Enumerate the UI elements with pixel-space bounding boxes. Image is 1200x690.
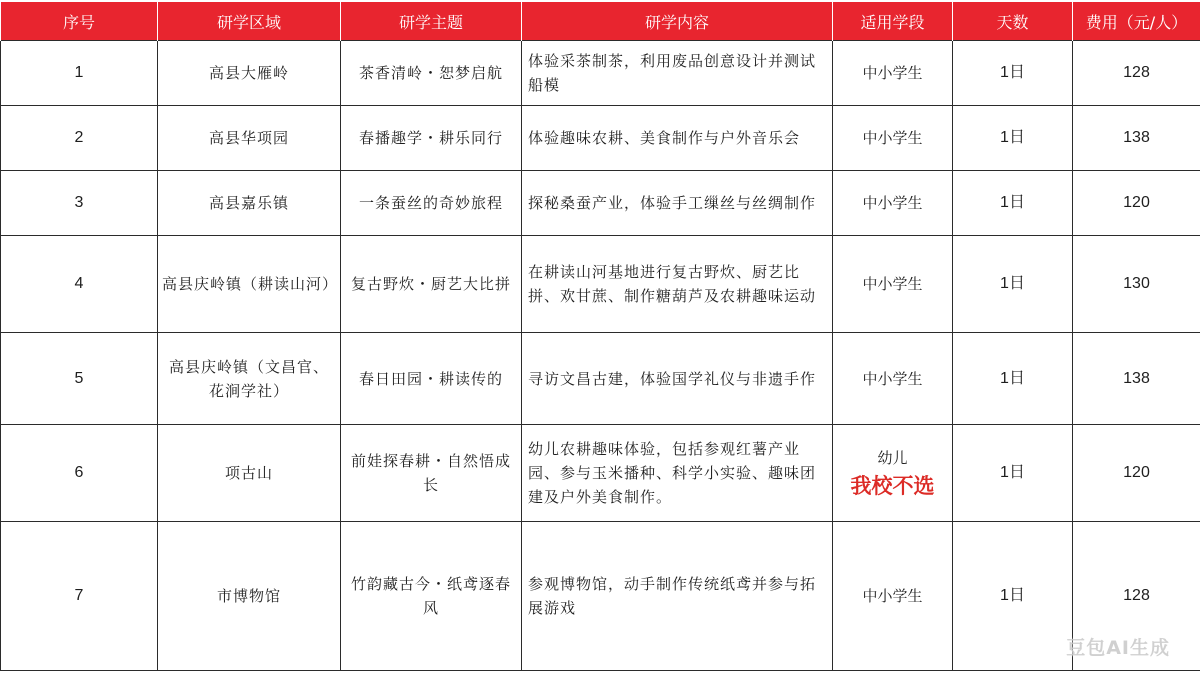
- table-row: [1, 171, 1200, 236]
- cell-content: 幼儿农耕趣味体验，包括参观红薯产业园、参与玉米播种、科学小实验、趣味团建及户外美食制作。: [522, 425, 833, 522]
- header-stage: 适用学段: [833, 2, 953, 41]
- cell-theme: 一条蚕丝的奇妙旅程: [341, 171, 522, 236]
- cell-stage: [833, 236, 953, 333]
- cell-no: 2: [1, 106, 158, 171]
- cell-fee: 120: [1073, 425, 1200, 522]
- cell-no: 1: [1, 41, 158, 106]
- cell-no: 6: [1, 425, 158, 522]
- stage-label: 中小学生: [862, 275, 923, 293]
- cell-fee: 120: [1073, 171, 1200, 236]
- cell-area: 高县嘉乐镇: [158, 171, 341, 236]
- cell-days: 1日: [953, 522, 1073, 671]
- cell-days: 1日: [953, 425, 1073, 522]
- cell-no: 5: [1, 333, 158, 425]
- cell-area: 市博物馆: [158, 522, 341, 671]
- header-days: 天数: [953, 2, 1073, 41]
- header-content: 研学内容: [522, 2, 833, 41]
- ai-watermark: 豆包AI生成: [1066, 637, 1170, 659]
- cell-stage: [833, 171, 953, 236]
- header-fee: 费用（元/人）: [1073, 2, 1200, 41]
- cell-theme: 春播趣学・耕乐同行: [341, 106, 522, 171]
- header-no: 序号: [1, 2, 158, 41]
- cell-area: 高县庆岭镇（文昌官、花涧学社）: [158, 333, 341, 425]
- stage-label: 幼儿: [877, 449, 908, 467]
- cell-content: 体验趣味农耕、美食制作与户外音乐会: [522, 106, 833, 171]
- table-row: [1, 425, 1200, 522]
- cell-theme: 茶香清岭・恕梦启航: [341, 41, 522, 106]
- table-row: [1, 41, 1200, 106]
- cell-content: 探秘桑蚕产业，体验手工缫丝与丝绸制作: [522, 171, 833, 236]
- table-row: [1, 522, 1200, 671]
- cell-stage: [833, 425, 953, 522]
- header-row: [1, 2, 1200, 41]
- cell-fee: 130: [1073, 236, 1200, 333]
- cell-days: 1日: [953, 106, 1073, 171]
- cell-area: 高县大雁岭: [158, 41, 341, 106]
- table-body: [1, 41, 1200, 671]
- cell-no: 4: [1, 236, 158, 333]
- cell-theme: 复古野炊・厨艺大比拼: [341, 236, 522, 333]
- table-header: [1, 2, 1200, 41]
- cell-content: 在耕读山河基地进行复古野炊、厨艺比拼、欢甘蔗、制作糖葫芦及农耕趣味运动: [522, 236, 833, 333]
- table-row: [1, 333, 1200, 425]
- cell-fee: 128: [1073, 522, 1200, 671]
- cell-theme: 春日田园・耕读传的: [341, 333, 522, 425]
- cell-theme: 前娃探春耕・自然悟成长: [341, 425, 522, 522]
- cell-days: 1日: [953, 333, 1073, 425]
- cell-days: 1日: [953, 171, 1073, 236]
- cell-days: 1日: [953, 41, 1073, 106]
- study-tour-table: [0, 2, 1200, 671]
- cell-no: 7: [1, 522, 158, 671]
- cell-fee: 128: [1073, 41, 1200, 106]
- header-theme: 研学主题: [341, 2, 522, 41]
- cell-fee: 138: [1073, 106, 1200, 171]
- header-area: 研学区域: [158, 2, 341, 41]
- cell-content: 寻访文昌古建，体验国学礼仪与非遗手作: [522, 333, 833, 425]
- table-row: [1, 106, 1200, 171]
- cell-stage: [833, 333, 953, 425]
- exclusion-note: 我校不选: [850, 474, 935, 498]
- cell-area: 高县庆岭镇（耕读山河）: [158, 236, 341, 333]
- cell-stage: [833, 106, 953, 171]
- cell-fee: 138: [1073, 333, 1200, 425]
- stage-label: 中小学生: [862, 64, 923, 82]
- stage-label: 中小学生: [862, 194, 923, 212]
- cell-stage: [833, 41, 953, 106]
- cell-theme: 竹韵藏古今・纸鸢逐春风: [341, 522, 522, 671]
- stage-label: 中小学生: [862, 129, 923, 147]
- cell-days: 1日: [953, 236, 1073, 333]
- cell-content: 参观博物馆，动手制作传统纸鸢并参与拓展游戏: [522, 522, 833, 671]
- cell-area: 高县华项园: [158, 106, 341, 171]
- stage-label: 中小学生: [862, 369, 923, 388]
- cell-content: 体验采茶制茶，利用废品创意设计并测试船模: [522, 41, 833, 106]
- table-row: [1, 236, 1200, 333]
- stage-label: 中小学生: [862, 587, 923, 605]
- cell-stage: [833, 522, 953, 671]
- cell-no: 3: [1, 171, 158, 236]
- cell-area: 项古山: [158, 425, 341, 522]
